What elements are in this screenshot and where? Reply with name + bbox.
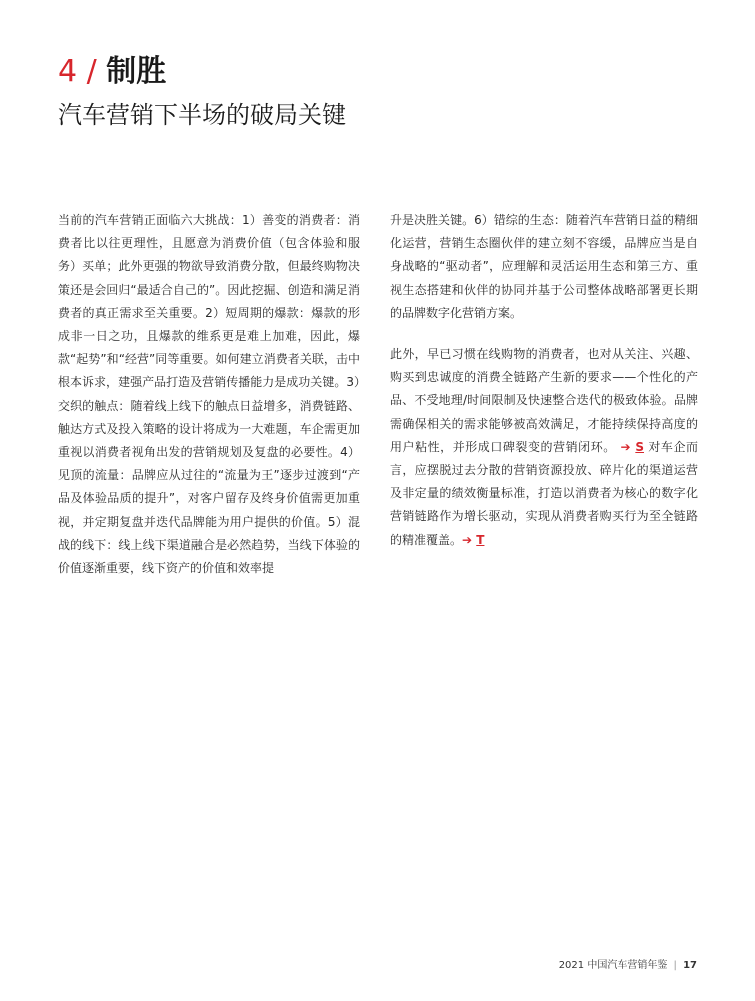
arrow-right-icon: ➔ (620, 439, 631, 454)
page-number: 17 (683, 960, 697, 971)
body-column-left (58, 209, 360, 580)
page-heading (58, 52, 346, 132)
paragraph-consumer-journey (390, 343, 698, 552)
paragraph-challenges-continued: 升是决胜关键。6）错综的生态：随着汽车营销日益的精细化运营，营销生态圈伙伴的建立刻不容缓，品牌应当是自身战略的“驱动者”，应理解和灵活运用生态和第三方、重视生态搭建和伙伴的协同并基于公司整体战略部署更长期的品牌数字化营销方案。 (390, 213, 698, 320)
section-heading (58, 52, 346, 92)
reference-letter-s: S (635, 439, 644, 454)
section-title: 制胜 (106, 54, 167, 89)
publication-title: 2021 中国汽车营销年鉴 (558, 960, 668, 971)
page-footer (559, 956, 697, 971)
paragraph-text: 此外，早已习惯在线购物的消费者，也对从关注、兴趣、购买到忠诚度的消费全链路产生新的要求——个性化的产品、不受地理/时间限制及快速整合迭代的极致体验。品牌需确保相关的需求能够被高效满足，才能持续保持高度的用户粘性，并形成口碑裂变的营销闭环。 (390, 347, 698, 454)
footer-separator: | (673, 960, 677, 971)
cross-reference-s[interactable] (616, 440, 644, 454)
paragraph-challenges: 当前的汽车营销正面临六大挑战：1）善变的消费者：消费者比以往更理性，且愿意为消费价值（包含体验和服务）买单；此外更强的物欲导致消费分散，但最终购物决策还是会回归“最适合自己的”。因此挖掘、创造和满足消费者的真正需求至关重要。2）短周期的爆款：爆款的形成非一日之功，且爆款的维系更是难上加难，因此，爆款“起势”和“经营”同等重要。如何建立消费者关联，击中根本诉求，建强产品打造及营销传播能力是成功关键。3）交织的触点：随着线上线下的触点日益增多，消费链路、触达方式及投入策略的设计将成为一大难题，车企需更加重视以消费者视角出发的营销规划及复盘的必要性。4）见顶的流量：品牌应从过往的“流量为王”逐步过渡到“产品及体验品质的提升”，对客户留存及终身价值需更加重视，并定期复盘并迭代品牌能为用户提供的价值。5）混战的线下：线上线下渠道融合是必然趋势，当线下体验的价值逐渐重要，线下资产的价值和效率提 (58, 213, 360, 576)
paragraph-text: 对车企而言，应摆脱过去分散的营销资源投放、碎片化的渠道运营及非定量的绩效衡量标准，打造以消费者为核心的数字化营销链路作为增长驱动，实现从消费者购买行为至全链路的精准覆盖。 (390, 439, 698, 547)
section-subtitle: 汽车营销下半场的破局关键 (58, 101, 346, 129)
reference-letter-t: T (476, 532, 485, 547)
body-column-right (390, 209, 698, 552)
arrow-right-icon: ➔ (462, 532, 473, 547)
cross-reference-t[interactable] (462, 533, 484, 547)
section-number: 4 / (58, 54, 97, 89)
